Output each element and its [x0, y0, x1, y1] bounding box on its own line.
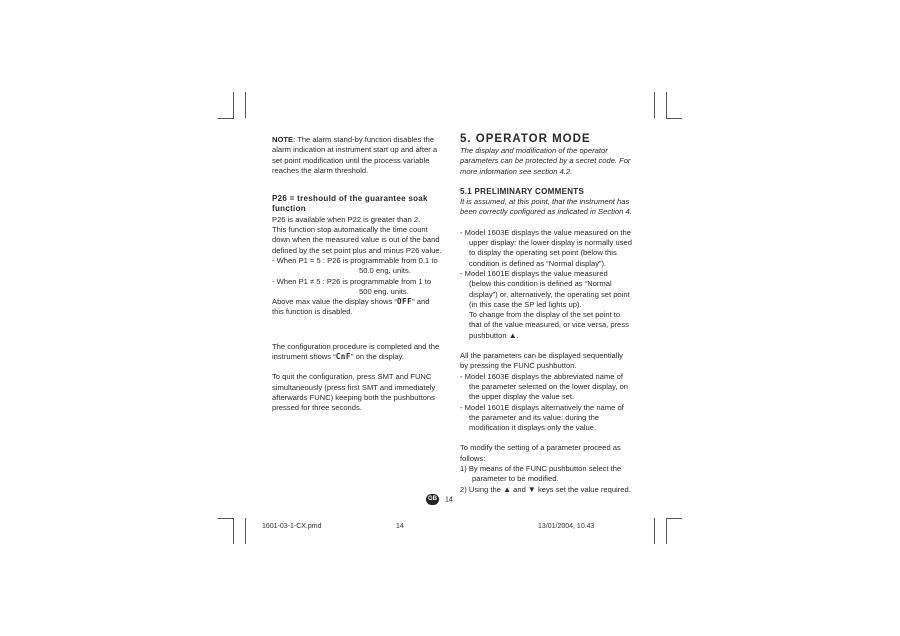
crop-mark	[654, 518, 655, 544]
crop-mark	[654, 92, 655, 118]
max-prefix: Above max value the display shows “	[272, 297, 397, 307]
step2-b: and	[513, 484, 526, 494]
list-item: - Model 1601E displays the value measured (below this condition is defined as “Normal display”) or, alternatively, the operating set point (in this case the SP led lights up).	[460, 268, 630, 309]
config-suffix: ” on the display.	[350, 352, 404, 362]
p26-heading: P26 = treshould of the guarantee soak function	[272, 194, 428, 214]
note-label: NOTE	[272, 135, 294, 144]
p26-line: P26 is available when P22 is greater than 2.	[272, 214, 421, 224]
p26-bullet: - When P1 = 5 : P26 is programmable from 0.1 to	[272, 255, 438, 265]
sub-italic: It is assumed, at this point, that the instrument has been correctly configured as indicated in Section 4.	[460, 197, 632, 217]
config-prefix: The configuration procedure is completed and the instrument shows “	[272, 341, 440, 362]
change-text: To change from the display of the set point to that of the value measured, or vice versa, press pushbutton	[469, 310, 629, 340]
up-arrow-icon: ▲	[508, 330, 517, 340]
crop-mark	[666, 518, 667, 544]
crop-mark	[666, 118, 682, 119]
slug-datetime: 13/01/2004, 10.43	[538, 523, 595, 530]
max-display-paragraph	[272, 297, 442, 318]
config-paragraph	[272, 342, 442, 363]
p26-line: This function stop automatically the time count down when the measured value is out of the band defined by the set point plus and minus P26 value.	[272, 225, 442, 255]
display-cnf-glyph: CnF	[335, 352, 351, 362]
change-paragraph: To change from the display of the set point to that of the value measured, or vice versa, press pushbutton ▲.	[469, 310, 629, 340]
note-text: : The alarm stand-by function disables the alarm indication at instrument start up and after a set point modification until the process variable reaches the alarm threshold.	[272, 135, 438, 175]
crop-mark	[233, 92, 234, 118]
list-item: - Model 1603E displays the value measured on the upper display: the lower display is normally used to display the operating set point (below this condition is defined as “Normal display”).	[460, 227, 632, 268]
down-arrow-icon: ▼	[527, 484, 536, 494]
up-arrow-icon: ▲	[503, 484, 511, 494]
left-column	[272, 135, 442, 414]
modify-intro: To modify the setting of a parameter proceed as follows:	[460, 443, 621, 463]
note-paragraph	[272, 135, 442, 176]
all-params-paragraph: All the parameters can be displayed sequentially by pressing the FUNC pushbutton.	[460, 351, 623, 371]
crop-mark	[245, 92, 246, 118]
list-item: - Model 1603E displays the abbreviated name of the parameter selected on the lower display, on the upper display the value set.	[460, 371, 628, 402]
p26-bullet-cont: 500 eng. units.	[359, 286, 409, 296]
page-footer	[426, 494, 453, 505]
sub-heading: 5.1 PRELIMINARY COMMENTS	[460, 186, 585, 196]
page-number: 14	[445, 496, 453, 504]
slug-filename: 1601-03-1-CX.pmd	[262, 523, 322, 530]
crop-mark	[666, 92, 667, 118]
language-badge: GB	[426, 494, 439, 505]
display-off-glyph: OFF	[396, 297, 413, 307]
step-item	[460, 485, 632, 495]
right-column	[460, 132, 632, 495]
quit-paragraph: To quit the configuration, press SMT and FUNC simultaneously (press first SMT and immediately afterwards FUNC) keeping both the pushbuttons pressed for three seconds.	[272, 372, 436, 413]
crop-mark	[218, 518, 234, 519]
crop-mark	[233, 518, 234, 544]
step-item: 1) By means of the FUNC pushbutton select the parameter to be modified.	[460, 464, 622, 484]
crop-mark	[245, 518, 246, 544]
crop-mark	[218, 118, 234, 119]
slug-page: 14	[396, 523, 404, 530]
crop-mark	[666, 518, 682, 519]
p26-bullet: - When P1 ≠ 5 : P26 is programmable from 1 to	[272, 276, 432, 286]
step2-a: 2) Using the	[460, 484, 501, 494]
intro-italic: The display and modification of the operator parameters can be protected by a secret code. For more information see section 4.2.	[460, 146, 631, 176]
section-title: 5. OPERATOR MODE	[460, 133, 591, 145]
max-suffix: ” and this function is disabled.	[272, 297, 430, 317]
step2-c: keys set the value required.	[537, 484, 631, 494]
p26-bullet-cont: 50.0 eng. units.	[359, 266, 411, 276]
list-item: - Model 1601E displays alternatively the name of the parameter and its value: during the modification it displays only the value.	[460, 402, 624, 433]
